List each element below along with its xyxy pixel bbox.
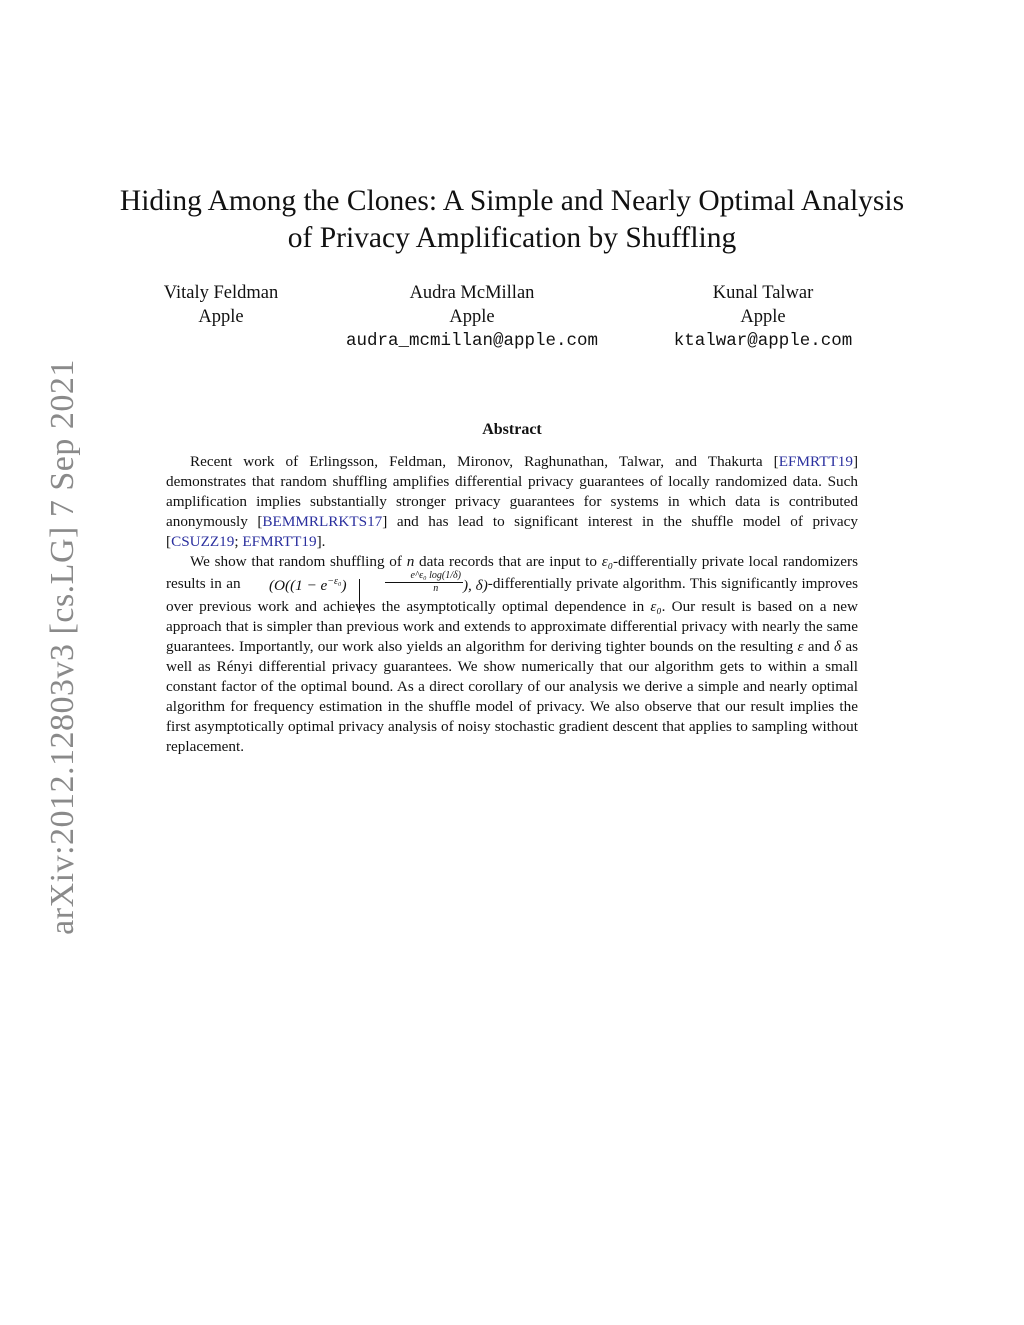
citation-link[interactable]: EFMRTT19 [242,533,317,550]
text-run: . Our result is based on a new approach that is simpler than previous work and extends to approximate differential privacy with nearly the same guarantees. Importantly, our work also yields an algorithm for deriving tighter bounds on the resulting [166,597,858,655]
text-run: ] demonstrates that random shuffling amplifies differential privacy guarantees of locally randomized data. Such amplification implies substantially stronger privacy guarantees for systems in which data is contributed anonymously [ [166,453,858,530]
bound-exponent: −ε₀ [327,576,342,587]
text-run: We show that random shuffling of [190,553,407,570]
abstract-paragraph-1 [166,452,858,552]
math-epsilon0: ε₀ [650,597,662,615]
title-line-2: of Privacy Amplification by Shuffling [287,222,737,254]
citation-link[interactable]: BEMMRLRKTS17 [262,513,383,530]
math-n: n [406,553,415,570]
citation-link[interactable]: CSUZZ19 [171,533,235,550]
text-run: -differentially private local randomizers results in an [166,553,858,592]
bound-suffix: ), δ) [463,577,488,595]
text-run: -differentially private algorithm. This significantly improves over previous work and achieves the asymptotically optimal dependence in [166,574,858,615]
author-talwar [653,281,873,353]
abstract-heading: Abstract [482,421,542,438]
text-run: and [803,637,835,655]
bound-mid: ) [341,577,347,595]
author-name: Audra McMillan [409,283,535,303]
math-epsilon0: ε₀ [601,553,613,570]
paper-title [60,183,964,257]
author-mcmillan [312,281,632,353]
text-run: ]. [316,533,326,550]
author-affiliation: Apple [449,307,495,327]
math-epsilon: ε [797,637,804,655]
bound-prefix: (O((1 − e [268,577,328,595]
text-run: data records that are input to [414,553,602,570]
fraction-numerator: e^ε₀ log(1/δ) [385,570,463,583]
text-run: as well as Rényi differential privacy guarantees. We show numerically that our algorithm gets to within a small constant factor of the optimal bound. As a direct corollary of our analysis we derive a simple and nearly optimal algorithm for frequency estimation in the shuffle model of privacy. We also observe that our result implies the first asymptotically optimal privacy analysis of noisy stochastic gradient descent that applies to sampling without replacement. [166,637,858,755]
author-email[interactable]: ktalwar@apple.com [673,331,853,351]
author-affiliation: Apple [198,307,244,327]
citation-link[interactable]: EFMRTT19 [778,453,853,470]
text-run: Recent work of Erlingsson, Feldman, Mironov, Raghunathan, Talwar, and Thakurta [ [190,453,779,470]
text-run: ] and has lead to significant interest in the shuffle model of privacy [ [166,513,858,550]
title-line-1: Hiding Among the Clones: A Simple and Nearly Optimal Analysis [119,185,905,217]
author-name: Kunal Talwar [712,283,814,303]
math-delta: δ [834,637,842,655]
author-feldman [121,281,321,329]
math-privacy-bound [245,569,488,597]
abstract-paragraph-2 [166,552,858,757]
abstract-body [166,452,858,757]
author-name: Vitaly Feldman [163,283,279,303]
author-email[interactable]: audra_mcmillan@apple.com [345,331,599,351]
text-run: ; [234,533,243,550]
author-affiliation: Apple [740,307,786,327]
arxiv-identifier-stamp: arXiv:2012.12803v3 [cs.LG] 7 Sep 2021 [44,359,81,935]
fraction-denominator: n [433,582,439,594]
